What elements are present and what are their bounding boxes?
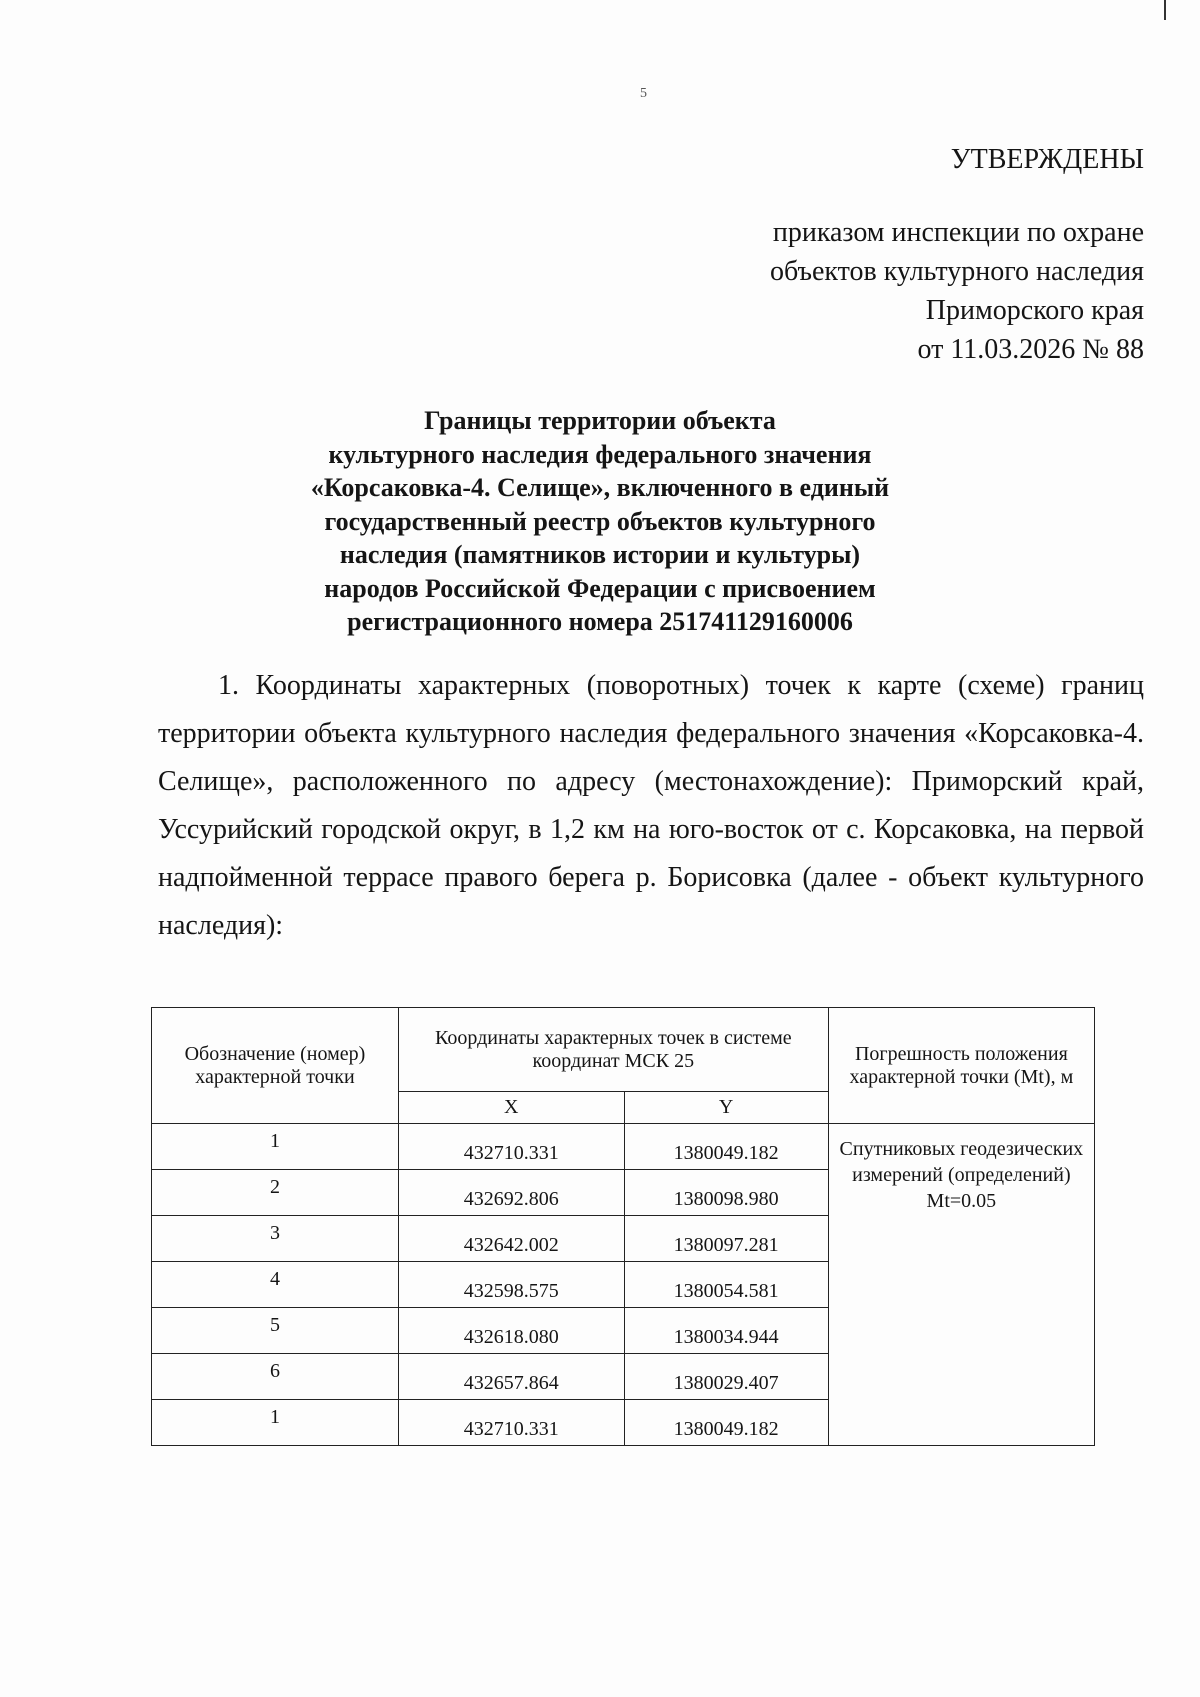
y-coordinate-cell: 1380049.182 <box>624 1124 828 1170</box>
y-coordinate-cell: 1380049.182 <box>624 1400 828 1446</box>
point-number-cell: 2 <box>152 1170 399 1216</box>
y-coordinate-cell: 1380054.581 <box>624 1262 828 1308</box>
heading-line: Границы территории объекта <box>424 406 776 435</box>
page-number-mark: 5 <box>640 86 647 101</box>
heading-line: наследия (памятников истории и культуры) <box>339 540 861 569</box>
heading-line: народов Российской Федерации с присвоением <box>324 573 876 603</box>
x-coordinate-cell: 432710.331 <box>398 1124 624 1170</box>
x-coordinate-cell: 432618.080 <box>398 1308 624 1354</box>
coordinates-table <box>151 1007 1095 1446</box>
approval-line: приказом инспекции по охране <box>772 217 1144 248</box>
body-paragraph <box>158 662 1144 950</box>
y-coordinate-cell: 1380029.407 <box>624 1354 828 1400</box>
header-y-cell: Y <box>624 1092 828 1124</box>
approval-line: Приморского края <box>925 295 1144 326</box>
page-edge-line <box>1164 0 1166 20</box>
approval-date-line: от 11.03.2026 № 88 <box>917 334 1144 365</box>
point-number-cell: 1 <box>152 1124 399 1170</box>
header-point-cell: Обозначение (номер) характерной точки <box>152 1008 399 1124</box>
x-coordinate-cell: 432710.331 <box>398 1400 624 1446</box>
x-coordinate-cell: 432598.575 <box>398 1262 624 1308</box>
y-coordinate-cell: 1380097.281 <box>624 1216 828 1262</box>
heading-line: культурного наследия федерального значения <box>328 439 872 469</box>
x-coordinate-cell: 432657.864 <box>398 1354 624 1400</box>
x-coordinate-cell: 432692.806 <box>398 1170 624 1216</box>
heading-line: «Корсаковка-4. Селище», включенного в единый <box>310 473 890 502</box>
approval-line: объектов культурного наследия <box>769 256 1144 287</box>
approval-block <box>770 140 1144 369</box>
point-number-cell: 5 <box>152 1308 399 1354</box>
heading-line: регистрационного номера 251741129160006 <box>347 607 853 636</box>
table-header-row <box>152 1008 1095 1092</box>
paragraph-text: 1. Координаты характерных (поворотных) точек к карте (схеме) границ территории объекта культурного наследия федерального значения «Корсаковка-4. Селище», расположенного по адресу (местонахождение): Приморский край, Уссурийский городской округ, в 1,2 км на юго-восток от с. Корсаковка, на первой надпойменной террасе правого берега р. Борисовка (далее - объект культурного наследия): <box>158 670 1144 941</box>
header-coords-cell: Координаты характерных точек в системе координат МСК 25 <box>398 1008 828 1092</box>
header-accuracy-cell: Погрешность положения характерной точки (Mt), м <box>828 1008 1094 1124</box>
heading-line: государственный реестр объектов культурного <box>324 506 876 536</box>
table-row <box>152 1124 1095 1170</box>
point-number-cell: 3 <box>152 1216 399 1262</box>
point-number-cell: 4 <box>152 1262 399 1308</box>
accuracy-cell: Спутниковых геодезических измерений (определений) Mt=0.05 <box>828 1124 1094 1446</box>
approval-title: УТВЕРЖДЕНЫ <box>950 144 1144 175</box>
point-number-cell: 1 <box>152 1400 399 1446</box>
header-x-cell: X <box>398 1092 624 1124</box>
y-coordinate-cell: 1380098.980 <box>624 1170 828 1216</box>
point-number-cell: 6 <box>152 1354 399 1400</box>
x-coordinate-cell: 432642.002 <box>398 1216 624 1262</box>
document-heading <box>150 404 1050 639</box>
y-coordinate-cell: 1380034.944 <box>624 1308 828 1354</box>
